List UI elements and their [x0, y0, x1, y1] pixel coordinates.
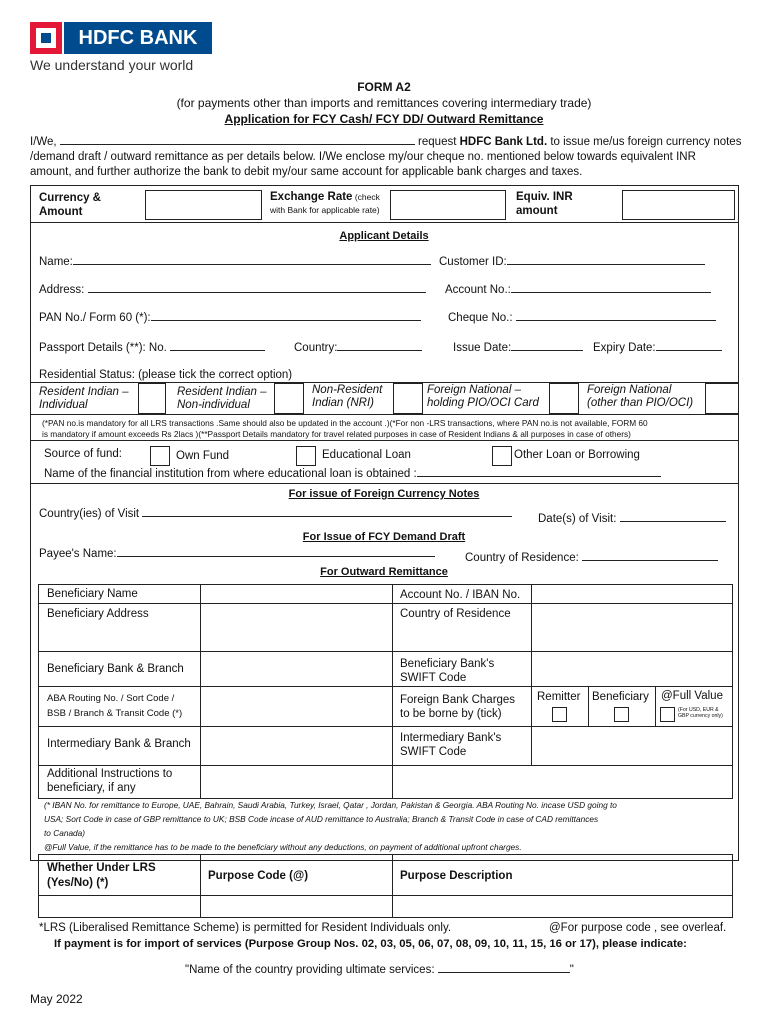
applicant-name-blank[interactable] [60, 144, 415, 145]
intermediary-bank-input[interactable] [202, 728, 390, 764]
remittance-note-2: USA; Sort Code in case of GBP remittance to UK; BSB Code incase of AUD remittance to Australia; Branch & Transit Code in case of CAD remittances [44, 814, 599, 824]
country-services-row [185, 964, 574, 976]
countries-visit-row [39, 508, 512, 520]
purpose-hline [38, 895, 733, 896]
institution-row [44, 468, 661, 480]
intro-line-2: /demand draft / outward remittance as per details below. I/We enclose my/our cheque no. mentioned below towards equivalent INR [30, 151, 696, 163]
beneficiary-name-label: Beneficiary Name [47, 588, 138, 600]
grid-hline-5 [38, 765, 733, 766]
residential-status-label: Residential Status: (please tick the correct option) [39, 369, 293, 381]
full-value-label: @Full Value [661, 690, 723, 702]
cheque-no-field[interactable] [516, 320, 716, 321]
address-row [39, 284, 426, 296]
lrs-footnote: *LRS (Liberalised Remittance Scheme) is permitted for Resident Individuals only. [39, 922, 452, 934]
institution-field[interactable] [417, 476, 661, 477]
beneficiary-address-input[interactable] [202, 605, 390, 650]
pan-note-2: is mandatory if amount exceeds Rs 2lacs )(**Passport Details mandatory for travel related purposes in case of Resident Indians & all purposes in case of others) [42, 429, 631, 439]
payee-label: Payee's Name: [39, 548, 117, 560]
logo-mark [30, 22, 62, 54]
passport-field[interactable] [170, 350, 265, 351]
pan-field[interactable] [151, 320, 421, 321]
status-nri-checkbox[interactable] [393, 383, 423, 414]
country-label: Country: [294, 342, 338, 354]
countries-visit-label: Country(ies) of Visit [39, 508, 140, 520]
services-note: If payment is for import of services (Purpose Group Nos. 02, 03, 05, 06, 07, 08, 09, 10, 11, 15, 16 or 17), please indicate: [54, 938, 687, 950]
equiv-inr-label: Equiv. INR amount [516, 191, 573, 217]
pan-label: PAN No./ Form 60 (*): [39, 312, 151, 324]
other-loan-label: Other Loan or Borrowing [514, 449, 640, 461]
intro-bank: HDFC Bank Ltd. [459, 136, 548, 148]
lrs-header: Whether Under LRS (Yes/No) (*) [47, 862, 156, 889]
country-field[interactable] [337, 350, 422, 351]
customer-id-row [439, 256, 705, 268]
full-value-checkbox[interactable] [660, 707, 675, 722]
purpose-desc-header: Purpose Description [400, 870, 513, 882]
fcy-dd-section-title: For Issue of FCY Demand Draft [302, 531, 466, 543]
grid-vline-charges-2 [655, 686, 656, 726]
dates-visit-row [538, 513, 726, 525]
intro-request: request [418, 136, 460, 148]
grid-hline-1 [38, 603, 733, 604]
source-divider [30, 483, 739, 484]
educational-loan-checkbox[interactable] [296, 446, 316, 466]
account-no-label: Account No.: [445, 284, 511, 296]
beneficiary-charge-label: Beneficiary [592, 691, 649, 703]
pan-note-1: (*PAN no.is mandatory for all LRS transactions .Same should also be updated in the account .)(*For non -LRS transactions, where PAN no.is not available, FORM 60 [42, 418, 648, 428]
status-resident-nonindividual-checkbox[interactable] [274, 383, 304, 414]
status-foreign-national-checkbox[interactable] [705, 383, 739, 414]
residence-row [465, 552, 718, 564]
remitter-label: Remitter [537, 691, 581, 703]
logo-wordmark: HDFC BANK [64, 22, 212, 54]
intro-iwe: I/We, [30, 136, 57, 148]
exchange-rate-label [270, 191, 380, 217]
address-field[interactable] [88, 292, 426, 293]
bank-logo [30, 22, 212, 54]
name-label: Name: [39, 256, 73, 268]
account-iban-label: Account No. / IBAN No. [400, 589, 521, 601]
purpose-vline-1 [200, 854, 201, 918]
exchange-note-2: with Bank for applicable rate) [270, 205, 380, 215]
intermediary-swift-input[interactable] [534, 728, 730, 764]
remittance-note-3: to Canada) [44, 828, 86, 838]
intro-line-3: amount, and further authorize the bank to debit my/our same account for applicable bank charges and taxes. [30, 166, 583, 178]
form-date: May 2022 [30, 992, 83, 1006]
exchange-rate-title: Exchange Rate [270, 191, 353, 203]
status-resident-individual-checkbox[interactable] [138, 383, 166, 414]
issue-date-field[interactable] [511, 350, 583, 351]
address-label: Address: [39, 284, 85, 296]
bank-branch-input[interactable] [202, 653, 390, 685]
country-residence-label: Country of Residence [400, 608, 511, 620]
additional-label: Additional Instructions to beneficiary, if any [47, 768, 173, 794]
grid-vline-1 [200, 584, 201, 799]
customer-id-field[interactable] [507, 264, 705, 265]
purpose-code-header: Purpose Code (@) [208, 870, 309, 882]
status-resident-nonindividual: Resident Indian – Non-individual [177, 386, 267, 411]
applicant-section-title: Applicant Details [339, 230, 429, 242]
payee-row [39, 548, 435, 560]
lrs-input[interactable] [40, 897, 198, 917]
purpose-vline-2 [392, 854, 393, 918]
bank-swift-label: Beneficiary Bank's SWIFT Code [400, 658, 495, 684]
remittance-note-4: @Full Value, if the remittance has to be made to the beneficiary without any deductions, on payment of additional upfront charges. [44, 842, 522, 852]
additional-input[interactable] [202, 767, 730, 798]
account-no-field[interactable] [511, 292, 711, 293]
status-resident-individual: Resident Indian – Individual [39, 386, 129, 411]
beneficiary-name-input[interactable] [202, 586, 390, 602]
educational-loan-label: Educational Loan [322, 449, 411, 461]
issue-date-label: Issue Date: [453, 342, 512, 354]
country-services-label: "Name of the country providing ultimate services: [185, 964, 435, 976]
source-of-fund-label: Source of fund: [44, 448, 122, 460]
expiry-date-field[interactable] [656, 350, 722, 351]
charges-label: Foreign Bank Charges to be borne by (tick) [400, 694, 516, 720]
form-heading: Application for FCY Cash/ FCY DD/ Outward Remittance [224, 112, 544, 126]
grid-hline-2 [38, 651, 733, 652]
fcy-notes-section-title: For issue of Foreign Currency Notes [288, 488, 480, 500]
residence-label: Country of Residence: [465, 552, 579, 564]
own-fund-label: Own Fund [176, 450, 230, 462]
grid-vline-3 [531, 584, 532, 766]
grid-vline-charges-1 [588, 686, 589, 726]
issue-date-row [453, 342, 583, 354]
aba-input[interactable] [202, 688, 390, 725]
purpose-code-input[interactable] [202, 897, 390, 917]
account-iban-input[interactable] [534, 586, 730, 602]
status-foreign-national: Foreign National (other than PIO/OCI) [587, 384, 694, 409]
own-fund-checkbox[interactable] [150, 446, 170, 466]
grid-hline-3 [38, 686, 733, 687]
beneficiary-charge-checkbox[interactable] [614, 707, 629, 722]
aba-label: ABA Routing No. / Sort Code / BSB / Branch & Transit Code (*) [47, 693, 183, 719]
country-services-field[interactable] [438, 972, 570, 973]
purpose-desc-input[interactable] [394, 897, 731, 917]
payee-field[interactable] [117, 556, 435, 557]
name-field[interactable] [73, 264, 431, 265]
status-pio-oci-checkbox[interactable] [549, 383, 579, 414]
equiv-inr-input[interactable] [622, 190, 735, 220]
intro-issue: to issue me/us foreign currency notes [547, 136, 742, 148]
intermediary-bank-label: Intermediary Bank & Branch [47, 738, 191, 750]
account-no-row [445, 284, 711, 296]
currency-amount-input[interactable] [145, 190, 262, 220]
expiry-date-row [593, 342, 722, 354]
form-title: FORM A2 [357, 80, 411, 94]
remittance-note-1: (* IBAN No. for remittance to Europe, UAE, Bahrain, Saudi Arabia, Turkey, Israel, Qatar , Jordan, Pakistan & Georgia. ABA Routing No. incase USD going to [44, 800, 617, 810]
other-loan-checkbox[interactable] [492, 446, 512, 466]
country-services-quote: " [569, 964, 574, 976]
pan-row [39, 312, 421, 324]
exchange-note: (check [352, 192, 380, 202]
form-subtitle: (for payments other than imports and remittances covering intermediary trade) [176, 96, 592, 110]
exchange-rate-input[interactable] [390, 190, 506, 220]
purpose-footnote: @For purpose code , see overleaf. [549, 922, 727, 934]
customer-id-label: Customer ID: [439, 256, 507, 268]
bank-swift-input[interactable] [534, 653, 730, 685]
bank-tagline: We understand your world [30, 57, 194, 73]
residence-field[interactable] [582, 560, 718, 561]
intermediary-swift-label: Intermediary Bank's SWIFT Code [400, 732, 502, 758]
cheque-no-label: Cheque No.: [448, 312, 513, 324]
cheque-no-row [448, 312, 716, 324]
currency-amount-label: Currency & Amount [39, 192, 101, 218]
pan-note-divider [30, 440, 739, 441]
status-nri: Non-Resident Indian (NRI) [312, 384, 383, 409]
beneficiary-address-label: Beneficiary Address [47, 608, 149, 620]
country-residence-input[interactable] [534, 605, 730, 650]
dates-visit-label: Date(s) of Visit: [538, 513, 617, 525]
country-row [294, 342, 422, 354]
status-pio-oci: Foreign National – holding PIO/OCI Card [427, 384, 539, 409]
countries-visit-field[interactable] [142, 516, 512, 517]
intro-line-1 [30, 136, 741, 148]
passport-row [39, 342, 265, 354]
remitter-checkbox[interactable] [552, 707, 567, 722]
expiry-date-label: Expiry Date: [593, 342, 656, 354]
passport-label: Passport Details (**): No. [39, 342, 167, 354]
name-row [39, 256, 431, 268]
grid-hline-4 [38, 726, 733, 727]
full-value-note: (For USD, EUR & GBP currency only) [678, 707, 723, 719]
dates-visit-field[interactable] [620, 521, 726, 522]
bank-branch-label: Beneficiary Bank & Branch [47, 663, 184, 675]
remittance-section-title: For Outward Remittance [320, 566, 448, 578]
institution-label: Name of the financial institution from where educational loan is obtained : [44, 468, 417, 480]
